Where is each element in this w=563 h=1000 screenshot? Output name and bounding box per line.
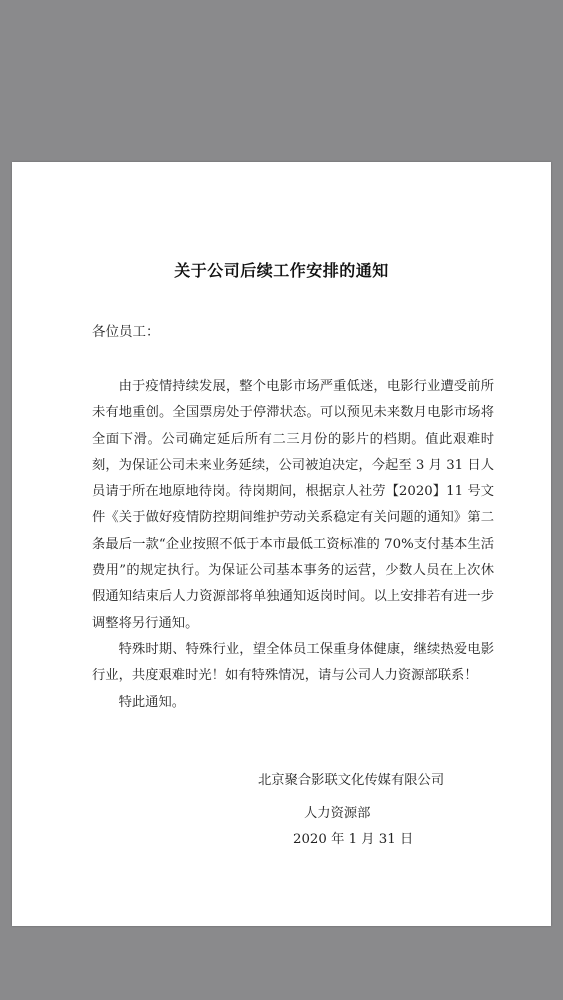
document-title: 关于公司后续工作安排的通知 [174, 261, 389, 280]
signature-department: 人力资源部 [304, 806, 371, 821]
document-body [92, 374, 494, 716]
signature-date: 2020 年 1 月 31 日 [293, 832, 414, 847]
salutation: 各位员工： [92, 324, 160, 340]
paragraph-3: 特此通知。 [118, 694, 186, 710]
document-page [12, 162, 551, 926]
paragraph-2: 特殊时期、特殊行业，望全体员工保重身体健康，继续热爱电影行业，共度艰难时光！如有特殊情况，请与公司人力资源部联系！ [92, 641, 494, 684]
paragraph-1: 由于疫情持续发展，整个电影市场严重低迷，电影行业遭受前所未有地重创。全国票房处于停滞状态。可以预见未来数月电影市场将全面下滑。公司确定延后所有二三月份的影片的档期。值此艰难时刻，为保证公司未来业务延续，公司被迫决定，今起至 3 月 31 日人员请于所在地原地待岗。待岗期间，根据京人社劳【2020】11 号文件《关于做好疫情防控期间维护劳动关系稳定有关问题的通知》第二条最后一款“企业按照不低于本市最低工资标准的 70%支付基本生活费用”的规定执行。为保证公司基本事务的运营，少数人员在上次休假通知结束后人力资源部将单独通知返岗时间。以上安排若有进一步调整将另行通知。 [92, 379, 494, 631]
signature-company: 北京聚合影联文化传媒有限公司 [258, 773, 445, 788]
